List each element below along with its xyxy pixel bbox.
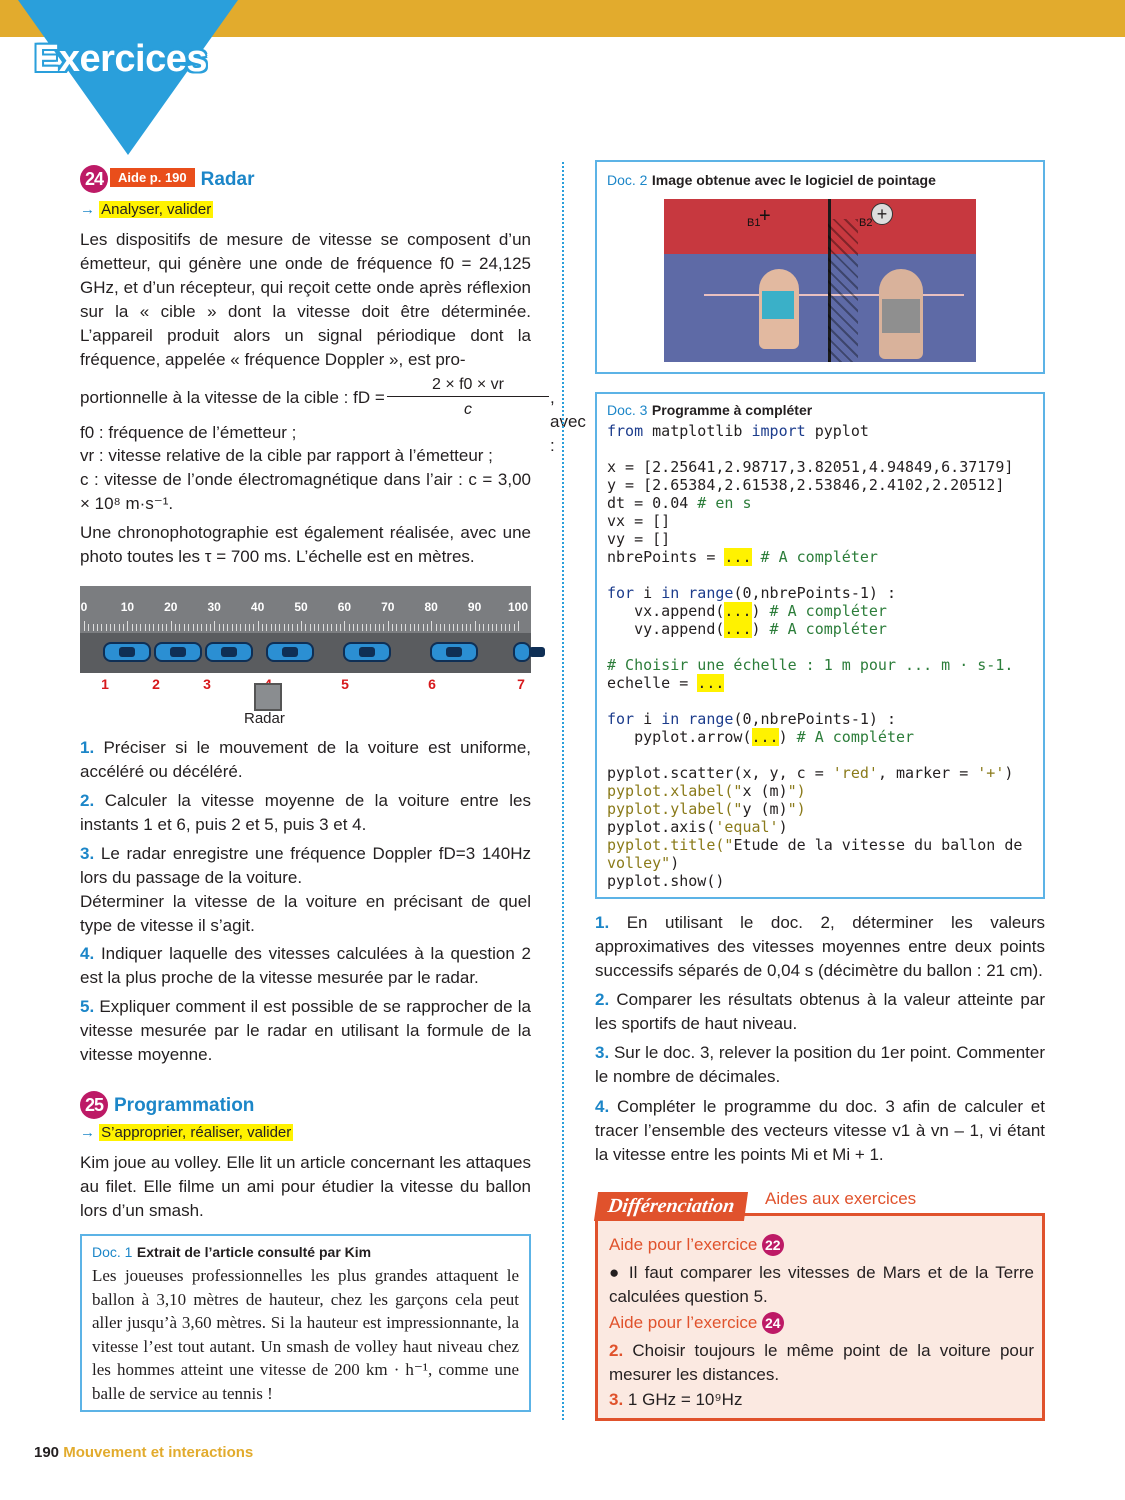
radar-icon <box>254 683 282 711</box>
ruler-tick <box>232 624 233 631</box>
ex25-q3: 3. Sur le doc. 3, relever la position du 1er point. Commenter le nombre de décimales. <box>595 1043 1045 1086</box>
code-block <box>607 422 1033 890</box>
ruler-tick <box>423 624 424 631</box>
ruler-mark: 80 <box>424 600 438 614</box>
code-line <box>607 746 1033 764</box>
ruler-tick <box>310 624 311 631</box>
ruler-tick <box>179 624 180 631</box>
code-line <box>607 638 1033 656</box>
ruler-mark: 30 <box>207 600 221 614</box>
ruler-tick <box>127 621 128 631</box>
ruler-tick <box>388 621 389 631</box>
ex24-chrono: Une chronophotographie est également réalisée, avec une photo toutes les τ = 700 ms. L’échelle est en mètres. <box>80 523 531 566</box>
ruler-mark: 10 <box>120 600 135 614</box>
ex24-number: 24 <box>80 165 108 193</box>
ex24-intro: Les dispositifs de mesure de vitesse se composent d’un émetteur, qui génère une onde de fréquence f0 = 24,125 GHz, et d’un récepteur, qui reçoit cette onde après réflexion sur la « cible » dont la vitesse doit être déterminée. L’appareil produit alors un signal périodique dont la fréquence, appelée « fréquence Doppler », est pro- <box>80 230 531 369</box>
ruler-mark: 50 <box>294 600 308 614</box>
ruler-tick <box>271 624 272 631</box>
ruler-tick <box>132 624 133 631</box>
ruler-tick <box>249 624 250 631</box>
ruler-tick <box>284 624 285 631</box>
formula-denominator: c <box>464 401 472 418</box>
code-line: from matplotlib import pyplot <box>607 422 869 440</box>
ruler-tick <box>366 624 367 631</box>
ruler-tick <box>292 624 293 631</box>
ruler-tick <box>492 624 493 631</box>
ruler-tick <box>392 624 393 631</box>
ruler-tick <box>106 624 107 631</box>
ruler-tick <box>166 624 167 631</box>
code-line: volley") <box>607 854 680 872</box>
code-line: pyplot.scatter(x, y, c = 'red', marker = '+') <box>607 764 1014 782</box>
ruler-mark: 20 <box>164 600 178 614</box>
ex24-header <box>80 165 255 193</box>
ruler-tick <box>318 624 319 631</box>
ruler-tick <box>301 621 302 631</box>
diff-title: Aides aux exercices <box>765 1189 917 1208</box>
ruler-tick <box>84 621 85 631</box>
ruler-tick <box>136 624 137 631</box>
ruler-tick <box>171 621 172 631</box>
ruler-tick <box>405 624 406 631</box>
ruler-mark: 100 <box>507 600 529 614</box>
ruler-tick <box>427 624 428 631</box>
code-line: pyplot.xlabel("x (m)") <box>607 782 806 800</box>
code-line: pyplot.show() <box>607 872 725 890</box>
code-line: echelle = ... <box>607 674 725 692</box>
footer <box>34 1444 253 1461</box>
ruler-tick <box>206 624 207 631</box>
ruler-tick <box>262 624 263 631</box>
ruler-tick <box>418 624 419 631</box>
ruler-tick <box>201 624 202 631</box>
car-position-label: 1 <box>101 676 109 692</box>
ruler-tick <box>297 624 298 631</box>
ruler-tick <box>436 624 437 631</box>
diff-aide24: Aide pour l’exercice 24 <box>609 1312 1034 1334</box>
ruler-tick <box>305 624 306 631</box>
car-position-label: 3 <box>203 676 211 692</box>
ex24-def1: f0 : fréquence de l’émetteur ; <box>80 423 297 442</box>
ruler-tick <box>475 621 476 631</box>
ruler-tick <box>462 624 463 631</box>
ruler-tick <box>323 624 324 631</box>
ruler-tick <box>466 624 467 631</box>
doc1-text: Les joueuses professionnelles les plus grandes attaquent le ballon à 3,10 mètres de hauteur, chez les garçons cela peut aller jusqu’à 3,60 mètres. Si la hauteur est impressionnante, la vitesse l’est tout autant. Un smash de volley haut niveau chez les hommes atteint une vitesse de 200 km · h⁻¹, comme une balle de service au tennis ! <box>92 1266 519 1403</box>
ruler-tick <box>453 624 454 631</box>
ruler-tick <box>431 621 432 631</box>
code-line: nbrePoints = ... # A compléter <box>607 548 878 566</box>
arrow-icon: → <box>80 1124 95 1141</box>
ruler-tick <box>509 624 510 631</box>
ruler-mark: 60 <box>337 600 352 614</box>
ex24-def2: vr : vitesse relative de la cible par rapport à l’émetteur ; <box>80 446 493 465</box>
doc3-box: Doc. 3 Programme à compléter from matplotlib import pyplot x = [2.25641,2.98717,3.82051,4.94849,6.37179] y = [2.65384,2.61538,2.53846,2.4102,2.20512] dt = 0.04 # en s vx = [] vy = [] nbrePoints = ... # A compléter for i in range(0,nbrePoints-1) : vx.append(...) # A compléter vy.append(...) # A compléter # Choisir une échelle : 1 m pour ... m · s-1. echelle = ... for i in range(0,nbrePoints-1) : pyplot.arrow(...) # A compléter pyplot.scatter(x, y, c = 'red', marker = '+') pyplot.xlabel("x (m)") pyplot.ylabel("y (m)") pyplot.axis('equal') pyplot.title("Etude de la vitesse du ballon de volley") pyplot.show() <box>595 392 1045 899</box>
ex25-number: 25 <box>80 1091 108 1119</box>
ex24-q3b: Déterminer la vitesse de la voiture en précisant de quel type de vitesse il s’agit. <box>80 892 531 935</box>
ex25-intro: Kim joue au volley. Elle lit un article concernant les attaques au filet. Elle filme un ami pour étudier la vitesse du ballon lors d’un smash. <box>80 1153 531 1220</box>
code-line: y = [2.65384,2.61538,2.53846,2.4102,2.20512] <box>607 476 1005 494</box>
ruler-tick <box>483 624 484 631</box>
ex24-q5: 5. Expliquer comment il est possible de se rapprocher de la vitesse mesurée par le radar en utilisant la formule de la vitesse moyenne. <box>80 997 532 1064</box>
ruler-tick <box>496 624 497 631</box>
car-position-label: 7 <box>517 676 525 692</box>
ruler-tick <box>457 624 458 631</box>
ruler-mark: 40 <box>250 600 265 614</box>
code-line: pyplot.title("Etude de la vitesse du ballon de <box>607 836 1023 854</box>
ruler-tick <box>158 624 159 631</box>
diff-text24: 2. Choisir toujours le même point de la voiture pour mesurer les distances. <box>609 1341 1034 1384</box>
ruler-tick <box>266 624 267 631</box>
car-position-label: 5 <box>341 676 349 692</box>
b1-label: B1 <box>747 217 761 229</box>
ruler-tick <box>93 624 94 631</box>
code-line: for i in range(0,nbrePoints-1) : <box>607 710 896 728</box>
ruler-tick <box>123 624 124 631</box>
ruler-tick <box>479 624 480 631</box>
ruler-tick <box>245 624 246 631</box>
volleyball-photo <box>664 199 976 362</box>
ruler-tick <box>210 624 211 631</box>
car-icon <box>103 642 151 662</box>
ruler-tick <box>140 624 141 631</box>
ruler-tick <box>153 624 154 631</box>
ruler-tick <box>114 624 115 631</box>
diff-text22: ● Il faut comparer les vitesses de Mars et de la Terre calculées question 5. <box>609 1263 1034 1306</box>
ruler-tick <box>101 624 102 631</box>
code-line <box>607 566 1033 584</box>
ex24-aide-link[interactable]: Aide p. 190 <box>110 168 195 187</box>
ex24-q1: 1. Préciser si le mouvement de la voiture est uniforme, accéléré ou décéléré. <box>80 738 531 781</box>
code-line: pyplot.ylabel("y (m)") <box>607 800 806 818</box>
code-line <box>607 440 1033 458</box>
ex25-header <box>80 1091 254 1119</box>
ex25-q4: 4. Compléter le programme du doc. 3 afin de calculer et tracer l’ensemble des vecteurs vitesse v1 à vn – 1, vi étant la vitesse entre les points Mi et Mi + 1. <box>595 1097 1045 1164</box>
ruler-tick <box>162 624 163 631</box>
ruler-tick <box>518 621 519 631</box>
ruler-tick <box>505 624 506 631</box>
ruler-tick <box>288 624 289 631</box>
b2-ball-icon: + <box>871 203 893 225</box>
ruler-tick <box>353 624 354 631</box>
ruler-tick <box>370 624 371 631</box>
ruler-tick <box>470 624 471 631</box>
ruler-tick <box>253 624 254 631</box>
code-line: pyplot.axis('equal') <box>607 818 788 836</box>
ex24-formula: portionnelle à la vitesse de la cible : fD = 2 × f0 × vr c , avec : <box>80 376 586 455</box>
ruler-tick <box>340 624 341 631</box>
ruler-tick <box>188 624 189 631</box>
ex24-q2: 2. Calculer la vitesse moyenne de la voiture entre les instants 1 et 6, puis 2 et 5, puis 3 et 4. <box>80 791 531 834</box>
page-title: Exercices <box>34 38 207 80</box>
ruler-tick <box>488 624 489 631</box>
ruler-tick <box>197 624 198 631</box>
code-line: pyplot.arrow(...) # A compléter <box>607 728 915 746</box>
ruler-tick <box>401 624 402 631</box>
ruler-tick <box>444 624 445 631</box>
car-icon <box>343 642 391 662</box>
ruler-tick <box>258 621 259 631</box>
doc2-box: Doc. 2 Image obtenue avec le logiciel de pointage + B1 + B2 <box>595 160 1045 374</box>
ex25-title: Programmation <box>114 1095 255 1116</box>
ruler-tick <box>275 624 276 631</box>
ruler-tick <box>110 624 111 631</box>
ruler-tick <box>214 621 215 631</box>
car-icon <box>513 642 531 662</box>
ruler-tick <box>344 621 345 631</box>
ruler-tick <box>193 624 194 631</box>
ruler-mark: 90 <box>467 600 482 614</box>
ex24-title: Radar <box>200 169 255 190</box>
car-icon <box>430 642 478 662</box>
ruler-tick <box>357 624 358 631</box>
ruler-tick <box>314 624 315 631</box>
ruler-tick <box>362 624 363 631</box>
ruler-tick <box>410 624 411 631</box>
car-position-label: 2 <box>152 676 160 692</box>
ex25-q2: 2. Comparer les résultats obtenus à la valeur atteinte par les sportifs de haut niveau. <box>595 990 1045 1033</box>
car-icon <box>154 642 202 662</box>
ruler-tick <box>219 624 220 631</box>
diff-text24b: 3. 1 GHz = 10⁹Hz <box>609 1390 743 1409</box>
code-line <box>607 692 1033 710</box>
formula-numerator: 2 × f0 × vr <box>387 374 549 397</box>
ex24-q3: 3. Le radar enregistre une fréquence Doppler fD=3 140Hz lors du passage de la voiture. <box>80 844 531 887</box>
ruler-tick <box>379 624 380 631</box>
doc1-box: Doc. 1 Extrait de l’article consulté par Kim Les joueuses professionnelles les plus grandes attaquent le ballon à 3,10 mètres de hauteur, chez les garçons cela peut aller jusqu’à 3,60 mètres. Si la hauteur est impressionnante, la vitesse l’est tout autant. Un smash de volley haut niveau chez les hommes atteint une vitesse de 200 km · h⁻¹, comme une balle de service au tennis ! <box>80 1234 531 1412</box>
ruler-tick <box>383 624 384 631</box>
b2-label: B2 <box>859 217 873 229</box>
ruler-tick <box>349 624 350 631</box>
page-number: 190 <box>34 1444 60 1461</box>
ex24-q4: 4. Indiquer laquelle des vitesses calculées à la question 2 est la plus proche de la vitesse mesurée par le radar. <box>80 944 531 987</box>
ruler-tick <box>184 624 185 631</box>
footer-title: Mouvement et interactions <box>63 1444 254 1461</box>
ruler-tick <box>375 624 376 631</box>
diff-tag: Différenciation <box>594 1192 748 1221</box>
ruler-tick <box>501 624 502 631</box>
code-line: vx = [] <box>607 512 671 530</box>
ruler-mark: 0 <box>80 600 88 614</box>
car-position-label: 6 <box>428 676 436 692</box>
ruler-tick <box>119 624 120 631</box>
b1-cross-icon: + <box>759 205 771 227</box>
ruler-tick <box>223 624 224 631</box>
code-line: vy = [] <box>607 530 671 548</box>
ruler-tick <box>97 624 98 631</box>
code-line: # Choisir une échelle : 1 m pour ... m · s-1. <box>607 656 1014 674</box>
code-line: for i in range(0,nbrePoints-1) : <box>607 584 896 602</box>
ruler-mark: 70 <box>381 600 395 614</box>
diff-aide22: Aide pour l’exercice 22 <box>609 1234 1034 1256</box>
ex25-skill: → S’approprier, réaliser, valider <box>80 1124 292 1141</box>
radar-label: Radar <box>244 710 285 727</box>
code-line: dt = 0.04 # en s <box>607 494 752 512</box>
ruler-tick <box>236 624 237 631</box>
ruler-tick <box>440 624 441 631</box>
code-line: vy.append(...) # A compléter <box>607 620 887 638</box>
ruler-tick <box>336 624 337 631</box>
ex24-skill: → Analyser, valider <box>80 201 212 218</box>
ruler-tick <box>240 624 241 631</box>
car-icon <box>205 642 253 662</box>
ruler-tick <box>175 624 176 631</box>
ruler-tick <box>331 624 332 631</box>
ruler-tick <box>227 624 228 631</box>
arrow-icon: → <box>80 201 95 218</box>
ruler-tick <box>396 624 397 631</box>
ruler-tick <box>514 624 515 631</box>
ruler-tick <box>449 624 450 631</box>
ruler-tick <box>149 624 150 631</box>
column-separator <box>562 162 564 1420</box>
ruler-tick <box>414 624 415 631</box>
ex25-q1: 1. En utilisant le doc. 2, déterminer les valeurs approximatives des vitesses moyennes entre deux points successifs séparés de 0,04 s (décimètre du ballon : 21 cm). <box>595 913 1045 980</box>
ex24-def3: c : vitesse de l’onde électromagnétique dans l’air : c = 3,00 × 10⁸ m·s⁻¹. <box>80 470 531 513</box>
code-line: x = [2.25641,2.98717,3.82051,4.94849,6.37179] <box>607 458 1014 476</box>
car-icon <box>266 642 314 662</box>
ruler-tick <box>279 624 280 631</box>
ruler-tick <box>145 624 146 631</box>
ruler-tick <box>327 624 328 631</box>
ruler-tick <box>88 624 89 631</box>
code-line: vx.append(...) # A compléter <box>607 602 887 620</box>
